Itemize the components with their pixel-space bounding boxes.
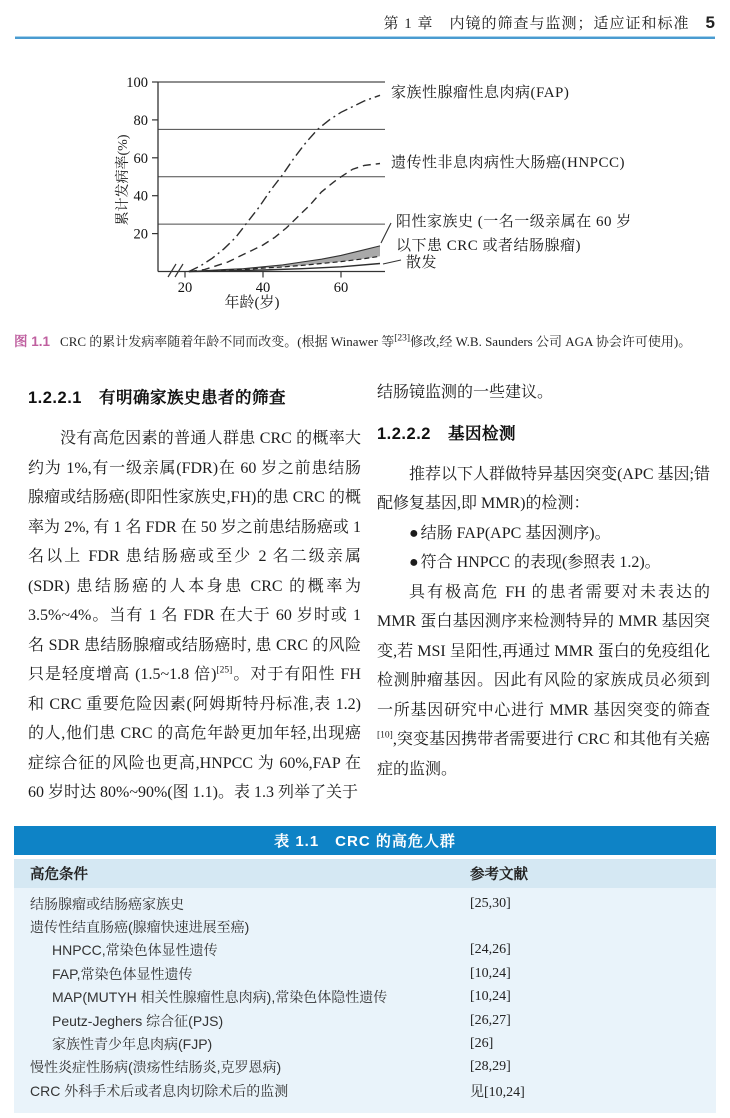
cell-condition: CRC 外科手术后或者息肉切除术后的监测 [30, 1082, 289, 1099]
paragraph-text: ,突变基因携带者需要进行 CRC 和其他有关癌症的监测。 [377, 731, 710, 778]
figure-caption-text-b: 修改,经 W.B. Saunders 公司 AGA 协会许可使用)。 [410, 334, 692, 349]
right-column [377, 378, 710, 784]
cell-reference: [24,26] [470, 942, 511, 958]
y-axis-label: 累计发病率(%) [116, 134, 131, 226]
cell-reference: [26] [470, 1036, 494, 1052]
figure-1-1 [0, 55, 730, 330]
bullet-item-fap [377, 519, 710, 549]
series-line-0 [189, 95, 380, 271]
x-tick-label: 20 [177, 280, 193, 296]
gene-test-intro-paragraph: 推荐以下人群做特异基因突变(APC 基因;错配修复基因,即 MMR)的检测： [377, 465, 710, 512]
table-row [14, 1079, 716, 1102]
annotation-sporadic: 散发 [406, 255, 438, 271]
left-column [28, 386, 361, 808]
section-heading-1221: 1.2.2.1 有明确家族史患者的筛查 [28, 389, 286, 407]
table-row [14, 1032, 716, 1055]
carryover-paragraph: 结肠镜监测的一些建议。 [377, 384, 554, 401]
cell-condition: FAP,常染色体显性遗传 [52, 965, 193, 982]
table-row [14, 915, 716, 938]
figure-caption [14, 330, 730, 350]
cell-condition: Peutz-Jeghers 综合征(PJS) [52, 1012, 224, 1029]
cell-reference: [25,30] [470, 895, 511, 911]
header-rule [15, 36, 715, 39]
y-tick-label: 80 [133, 112, 148, 129]
bullet-text: 结肠 FAP(APC 基因测序)。 [420, 524, 611, 542]
cell-condition: 遗传性结直肠癌(腺瘤快速进展至癌) [30, 919, 250, 936]
page-number: 5 [705, 13, 715, 32]
cell-reference: [28,29] [470, 1059, 511, 1075]
column-header-reference: 参考文献 [470, 867, 528, 883]
table-body [14, 888, 716, 1113]
paragraph-text: 。对于有阳性 FH 和 CRC 重要危险因素(阿姆斯特丹标准,表 1.2)的人,他们患 CRC 的高危年龄更加年轻,出现癌症综合征的风险也更高,HNPCC 为 60%,FAP 在 60 岁时达 80%~90%(图 1.1)。表 1.3 列举了关于 [28, 666, 361, 801]
table-row [14, 1009, 716, 1032]
cell-condition: 慢性炎症性肠病(溃疡性结肠炎,克罗恩病) [30, 1059, 282, 1076]
y-tick-label: 40 [133, 188, 148, 205]
table-row [14, 1056, 716, 1079]
cell-reference: [10,24] [470, 989, 511, 1005]
y-tick-label: 100 [126, 75, 148, 91]
bullet-icon: ● [409, 554, 419, 571]
chapter-title: 第 1 章 内镜的筛查与监测；适应证和标准 [383, 16, 690, 32]
annotation-hnpcc: 遗传性非息肉病性大肠癌(HNPCC) [391, 155, 626, 171]
table-row [14, 892, 716, 915]
series-band-fill-family-history [189, 246, 380, 272]
table-header-row [14, 859, 716, 888]
figure-caption-label: 图 1.1 [14, 334, 51, 349]
annotation-fh-line1: 阳性家族史 (一名一级亲属在 60 岁 [396, 214, 632, 230]
left-column-paragraph [28, 424, 361, 808]
cell-reference: [26,27] [470, 1012, 511, 1028]
column-header-condition: 高危条件 [30, 867, 88, 883]
table-row [14, 986, 716, 1009]
bullet-item-hnpcc [377, 548, 710, 578]
figure-caption-text-a: CRC 的累计发病率随着年龄不同而改变。(根据 Winawer 等 [60, 334, 395, 349]
annotation-fh-line2: 以下患 CRC 或者结肠腺瘤) [396, 238, 582, 254]
right-column-paragraph [377, 578, 710, 785]
figure-1-1-chart [0, 55, 730, 330]
y-tick-label: 60 [133, 150, 148, 167]
x-axis-label: 年龄(岁) [224, 295, 280, 311]
section-heading-1222: 1.2.2.2 基因检测 [377, 424, 516, 443]
table-row [14, 939, 716, 962]
table-1-1 [14, 826, 716, 1113]
paragraph-text: 具有极高危 FH 的患者需要对未表达的 MMR 蛋白基因测序来检测特异的 MMR 基因突变,若 MSI 呈阳性,再通过 MMR 蛋白的免疫组化检测肿瘤基因。因此有风险的家族成员必须到一所基因研究中心进行 MMR 基因突变的筛查 [377, 583, 710, 719]
table-title: 表 1.1 CRC 的高危人群 [14, 826, 716, 855]
running-head [15, 12, 715, 33]
cell-condition: 家族性青少年息肉病(FJP) [52, 1036, 213, 1053]
paragraph-text: 没有高危因素的普通人群患 CRC 的概率大约为 1%,有一级亲属(FDR)在 60 岁之前患结肠腺瘤或结肠癌(即阳性家族史,FH)的患 CRC 的概率为 2%, 有 1 名 FDR 在 50 岁之前患结肠癌或 1 名以上 FDR 患结肠癌或至少 2 名二级亲属(SDR) 患结肠癌的人本身患 CRC 的概率为 3.5%~4%。当有 1 名 FDR 在大于 60 岁时或 1 名 SDR 患结肠腺瘤或结肠癌时, 患 CRC 的风险只是轻度增高 (1.5~1.8 倍) [28, 430, 361, 683]
x-tick-label: 40 [255, 280, 271, 296]
bullet-icon: ● [409, 524, 419, 542]
cell-condition: 结肠腺瘤或结肠癌家族史 [30, 895, 184, 912]
axis-break-mark [168, 264, 183, 277]
cell-reference: 见[10,24] [470, 1084, 525, 1100]
cell-condition: MAP(MUTYH 相关性腺瘤性息肉病),常染色体隐性遗传 [52, 989, 388, 1006]
citation-10: [10] [377, 730, 393, 741]
cell-condition: HNPCC,常染色体显性遗传 [52, 942, 218, 959]
x-tick-label: 60 [333, 280, 349, 296]
y-tick-label: 20 [133, 226, 148, 243]
cell-reference: [10,24] [470, 965, 511, 981]
figure-caption-citation: [23] [394, 333, 411, 344]
annotation-fap: 家族性腺瘤性息肉病(FAP) [391, 85, 570, 101]
table-row [14, 962, 716, 985]
citation-25: [25] [216, 665, 233, 676]
bullet-text: 符合 HNPCC 的表现(参照表 1.2)。 [420, 554, 661, 571]
